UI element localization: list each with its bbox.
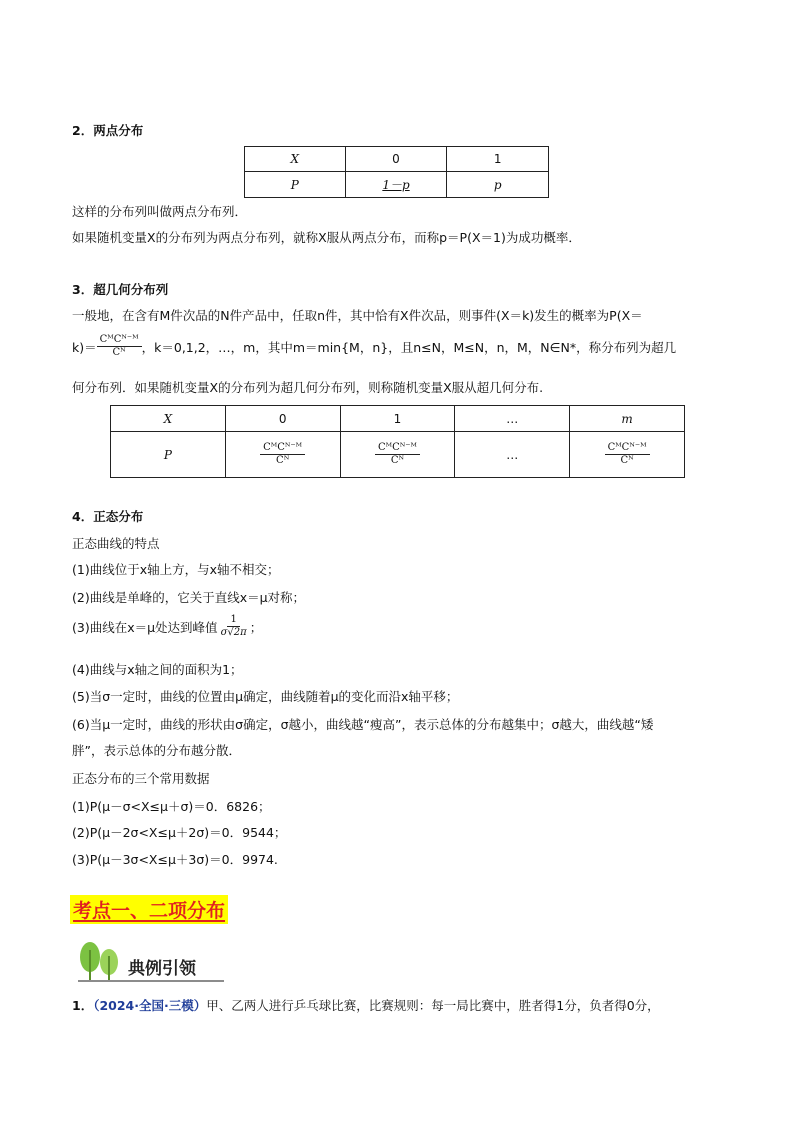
text: ；: [249, 619, 263, 635]
question-source: （2024·全国·三模）: [93, 998, 207, 1013]
table-cell: P: [245, 172, 346, 198]
paragraph: 这样的分布列叫做两点分布列．: [72, 204, 248, 219]
list-item: (5)当σ一定时，曲线的位置由μ确定，曲线随着μ的变化而沿x轴平移；: [72, 689, 459, 704]
list-item: [72, 614, 262, 639]
two-point-table: [244, 146, 549, 198]
list-item: (3)P(μ－3σ<X≤μ＋3σ)＝0．9974.: [72, 852, 278, 867]
list-item: (1)P(μ－σ<X≤μ＋σ)＝0．6826；: [72, 799, 271, 814]
table-cell: m: [570, 406, 685, 432]
paragraph: 一般地，在含有M件次品的N件产品中，任取n件，其中恰有X件次品，则事件(X＝k)发生的概率为P(X＝: [72, 308, 643, 323]
hypergeometric-table: [110, 405, 685, 478]
table-cell: 1－p: [345, 172, 447, 198]
list-item: (1)曲线位于x轴上方，与x轴不相交；: [72, 562, 280, 577]
question-text: 甲、乙两人进行乒乓球比赛，比赛规则：每一局比赛中，胜者得1分，负者得0分，: [206, 998, 660, 1013]
table-cell: X: [245, 147, 346, 172]
section-3-heading: 3．超几何分布列: [72, 282, 169, 297]
table-cell: $\frac{\text{CᴹCᴺ⁻ᴹ}}{\text{Cᴺ}}$: [225, 432, 340, 478]
table-cell: 0: [225, 406, 340, 432]
table-cell: 1: [340, 406, 455, 432]
table-cell: 1: [447, 147, 549, 172]
section-4-heading: 4．正态分布: [72, 509, 144, 524]
text: (3)曲线在x＝μ处达到峰值: [72, 619, 218, 635]
table-cell: $\frac{\text{CᴹCᴺ⁻ᴹ}}{\text{Cᴺ}}$: [340, 432, 455, 478]
question-1: [72, 996, 660, 1014]
formula-line: [72, 334, 676, 359]
list-item: (6)当μ一定时，曲线的形状由σ确定，σ越小，曲线越“瘦高”，表示总体的分布越集中；σ越大，曲线越“矮: [72, 717, 654, 732]
paragraph: 何分布列．如果随机变量X的分布列为超几何分布列，则称随机变量X服从超几何分布.: [72, 380, 544, 395]
peak-fraction: $\frac{1}{\sigma√2\pi}$: [220, 614, 247, 638]
table-cell: $\frac{\text{CᴹCᴺ⁻ᴹ}}{\text{Cᴺ}}$: [570, 432, 685, 478]
table-cell: X: [111, 406, 226, 432]
subheading: 正态曲线的特点: [72, 536, 160, 551]
text: ，k＝0,1,2，…，m，其中m＝min{M，n}，且n≤N，M≤N，n，M，N∈N*，称分布列为超几: [141, 339, 677, 355]
table-cell: P: [111, 432, 226, 478]
table-cell: …: [455, 406, 570, 432]
hypergeometric-fraction: $\frac{\text{CᴹCᴺ⁻ᴹ}}{\text{Cᴺ}}$: [97, 334, 142, 359]
list-item: 胖”，表示总体的分布越分散．: [72, 743, 241, 758]
list-item: (2)P(μ－2σ<X≤μ＋2σ)＝0．9544；: [72, 825, 287, 840]
section-2-heading: 2．两点分布: [72, 123, 144, 138]
text: k)＝: [72, 339, 97, 355]
list-item: (2)曲线是单峰的，它关于直线x＝μ对称；: [72, 590, 306, 605]
table-cell: p: [447, 172, 549, 198]
example-banner: [76, 940, 226, 984]
paragraph: 如果随机变量X的分布列为两点分布列，就称X服从两点分布，而称p＝P(X＝1)为成功概率．: [72, 230, 581, 245]
key-point-title: 考点一、二项分布: [70, 895, 228, 924]
banner-label: 典例引领: [128, 959, 196, 979]
table-cell: …: [455, 432, 570, 478]
table-cell: 0: [345, 147, 447, 172]
question-number: 1．: [72, 998, 94, 1013]
subheading: 正态分布的三个常用数据: [72, 771, 210, 786]
list-item: (4)曲线与x轴之间的面积为1；: [72, 662, 243, 677]
